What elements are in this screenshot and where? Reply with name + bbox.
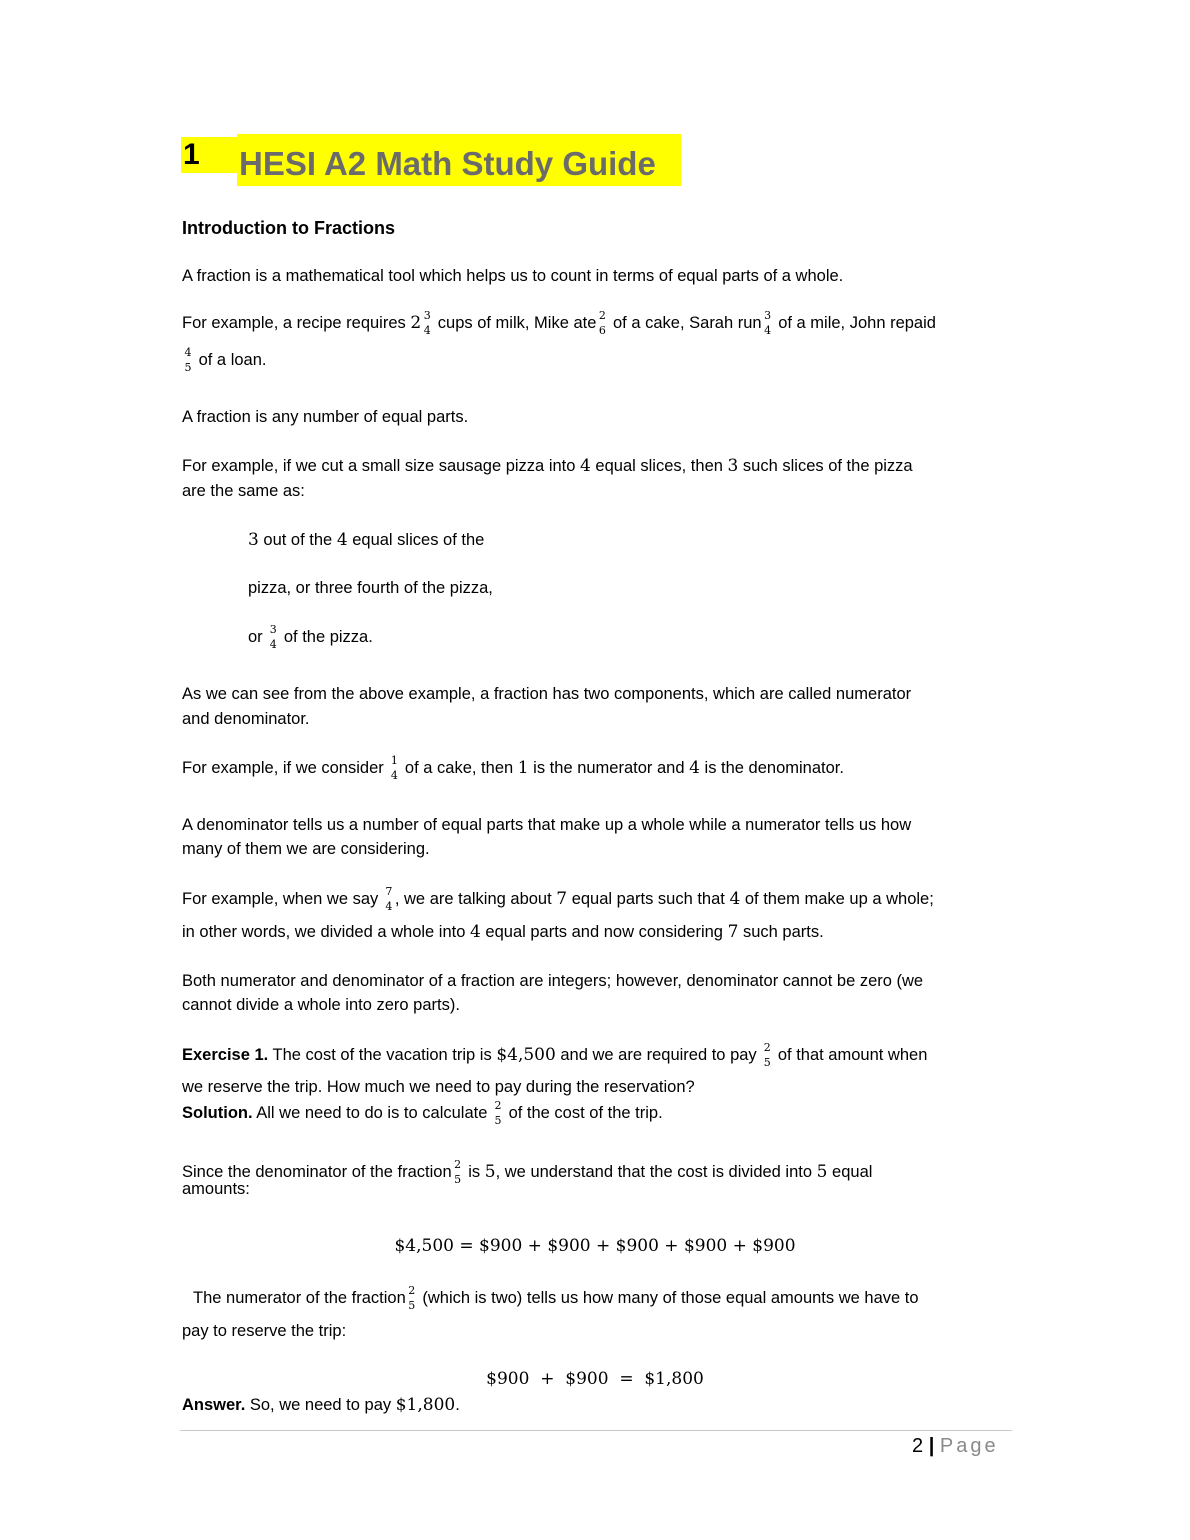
math-number: 4	[336, 530, 348, 550]
numerator: 1	[390, 753, 398, 767]
denominator: 4	[423, 323, 431, 337]
answer-statement	[182, 1393, 1027, 1417]
numerator: 2	[763, 1040, 771, 1054]
section-title: Introduction to Fractions	[182, 218, 395, 238]
text: (which is two) tells us how many of those equal amounts we have to	[417, 1289, 919, 1307]
text: of a cake, Sarah run	[608, 314, 762, 332]
paragraph-components: As we can see from the above example, a fraction has two components, which are called numerator	[182, 685, 912, 703]
denominator: 5	[494, 1113, 502, 1127]
paragraph-examples	[182, 308, 1027, 337]
numerator: 4	[184, 345, 192, 359]
exercise-statement	[182, 1040, 1027, 1069]
exercise-statement-line2: we reserve the trip. How much we need to pay during the reservation?	[182, 1078, 695, 1096]
text: of them make up a whole;	[740, 890, 934, 908]
numerator: 2	[494, 1098, 502, 1112]
denominator: 5	[763, 1055, 771, 1069]
fraction	[492, 1098, 504, 1127]
numerator: 2	[598, 308, 606, 322]
paragraph-integers: Both numerator and denominator of a fraction are integers; however, denominator cannot be zero (we	[182, 972, 924, 990]
exercise-label: Exercise 1.	[182, 1046, 269, 1064]
text: .	[455, 1396, 460, 1414]
denominator: 4	[764, 323, 772, 337]
fraction	[761, 1040, 773, 1069]
solution-statement	[182, 1098, 1027, 1127]
numerator: 2	[454, 1157, 462, 1171]
fraction	[383, 884, 395, 913]
fraction	[267, 622, 279, 651]
numerator: 3	[764, 308, 772, 322]
text: of that amount when	[773, 1046, 928, 1064]
text: equal	[827, 1163, 873, 1181]
math-number: 4	[729, 889, 741, 909]
text: equal slices of the	[347, 531, 485, 549]
text: For example, a recipe requires	[182, 314, 411, 332]
math-number: 3	[248, 530, 259, 550]
footer	[912, 1434, 999, 1458]
heading-number: 1	[183, 138, 200, 171]
fraction	[406, 1283, 418, 1312]
paragraph-examples-line2	[182, 345, 1027, 374]
numerator: 2	[408, 1283, 416, 1297]
text: such slices of the pizza	[738, 457, 913, 475]
paragraph-definition: A fraction is a mathematical tool which helps us to count in terms of equal parts of a whole.	[182, 267, 844, 285]
page-title: HESI A2 Math Study Guide	[239, 145, 656, 182]
text: or	[248, 628, 268, 646]
mixed-whole: 2	[410, 313, 422, 333]
paragraph-numerator-two-line2: pay to reserve the trip:	[182, 1322, 347, 1340]
fraction	[596, 308, 608, 337]
denominator: 4	[269, 637, 277, 651]
text: equal parts and now considering	[480, 923, 728, 941]
text: equal parts such that	[567, 890, 730, 908]
math-number: 4	[580, 456, 591, 476]
paragraph-improper-example-line2	[182, 920, 1027, 944]
math-number: 4	[470, 922, 481, 942]
text: is the numerator and	[528, 759, 690, 777]
paragraph-denominator: A denominator tells us a number of equal parts that make up a whole while a numerator tells us how	[182, 816, 912, 834]
math-number: 5	[816, 1162, 828, 1182]
numerator: 3	[269, 622, 277, 636]
paragraph-improper-example	[182, 884, 1027, 913]
text: All we need to do is to calculate	[252, 1104, 492, 1122]
fraction	[388, 753, 400, 782]
text: of a cake, then	[400, 759, 518, 777]
paragraph-pizza	[182, 454, 1027, 478]
text: The cost of the vacation trip is	[268, 1046, 497, 1064]
paragraph-denominator-line2: many of them we are considering.	[182, 840, 430, 858]
math-number: $4,500	[496, 1045, 556, 1065]
paragraph-denominator-five-line2: amounts:	[182, 1180, 250, 1198]
text: of the cost of the trip.	[503, 1104, 663, 1122]
numerator: 7	[385, 884, 393, 898]
text: such parts.	[738, 923, 824, 941]
math-number: 7	[556, 889, 568, 909]
math-number: 5	[484, 1162, 496, 1182]
paragraph-equal-parts: A fraction is any number of equal parts.	[182, 408, 469, 426]
text: is the denominator.	[699, 759, 844, 777]
math-number: $1,800	[395, 1395, 456, 1415]
page-word: Page	[939, 1435, 999, 1457]
equation-sum: $900 + $900 = $1,800	[486, 1369, 704, 1389]
text: So, we need to pay	[245, 1396, 396, 1414]
numerator: 3	[423, 308, 431, 322]
text: , we are talking about	[394, 890, 557, 908]
denominator: 6	[598, 323, 606, 337]
answer-label: Answer.	[182, 1396, 246, 1414]
text: out of the	[258, 531, 337, 549]
paragraph-integers-line2: cannot divide a whole into zero parts).	[182, 996, 460, 1014]
text: The numerator of the fraction	[193, 1289, 406, 1307]
page-separator: |	[928, 1435, 935, 1457]
paragraph-numerator-example	[182, 753, 1027, 782]
math-number: 4	[689, 758, 700, 778]
text: of a loan.	[194, 351, 267, 369]
denominator: 4	[385, 899, 393, 913]
text: is	[463, 1163, 485, 1181]
indented-line-2: pizza, or three fourth of the pizza,	[248, 579, 493, 597]
text: For example, if we cut a small size sausage pizza into	[182, 457, 581, 475]
text: of a mile, John repaid	[773, 314, 936, 332]
fraction	[421, 308, 433, 337]
text: and we are required to pay	[555, 1046, 762, 1064]
paragraph-pizza-line2: are the same as:	[182, 482, 305, 500]
math-number: 7	[727, 922, 739, 942]
equation-split: $4,500 = $900 + $900 + $900 + $900 + $900	[394, 1236, 796, 1256]
math-number: 1	[517, 758, 529, 778]
fraction	[182, 345, 194, 374]
solution-label: Solution.	[182, 1104, 253, 1122]
footer-divider	[180, 1430, 1012, 1431]
indented-line-3	[248, 622, 1093, 651]
paragraph-numerator-two	[193, 1283, 1038, 1312]
text: cups of milk, Mike ate	[433, 314, 597, 332]
fraction	[762, 308, 774, 337]
page-number: 2	[912, 1435, 924, 1457]
paragraph-components-line2: and denominator.	[182, 710, 310, 728]
text: in other words, we divided a whole into	[182, 923, 470, 941]
text: of the pizza.	[279, 628, 373, 646]
denominator: 4	[390, 768, 398, 782]
text: , we understand that the cost is divided into	[495, 1163, 817, 1181]
denominator: 5	[454, 1172, 462, 1186]
text: equal slices, then	[590, 457, 728, 475]
indented-line-1	[248, 528, 1093, 552]
text: For example, if we consider	[182, 759, 389, 777]
denominator: 5	[408, 1298, 416, 1312]
text: For example, when we say	[182, 890, 383, 908]
denominator: 5	[184, 360, 192, 374]
math-number: 3	[727, 456, 739, 476]
text: Since the denominator of the fraction	[182, 1163, 452, 1181]
